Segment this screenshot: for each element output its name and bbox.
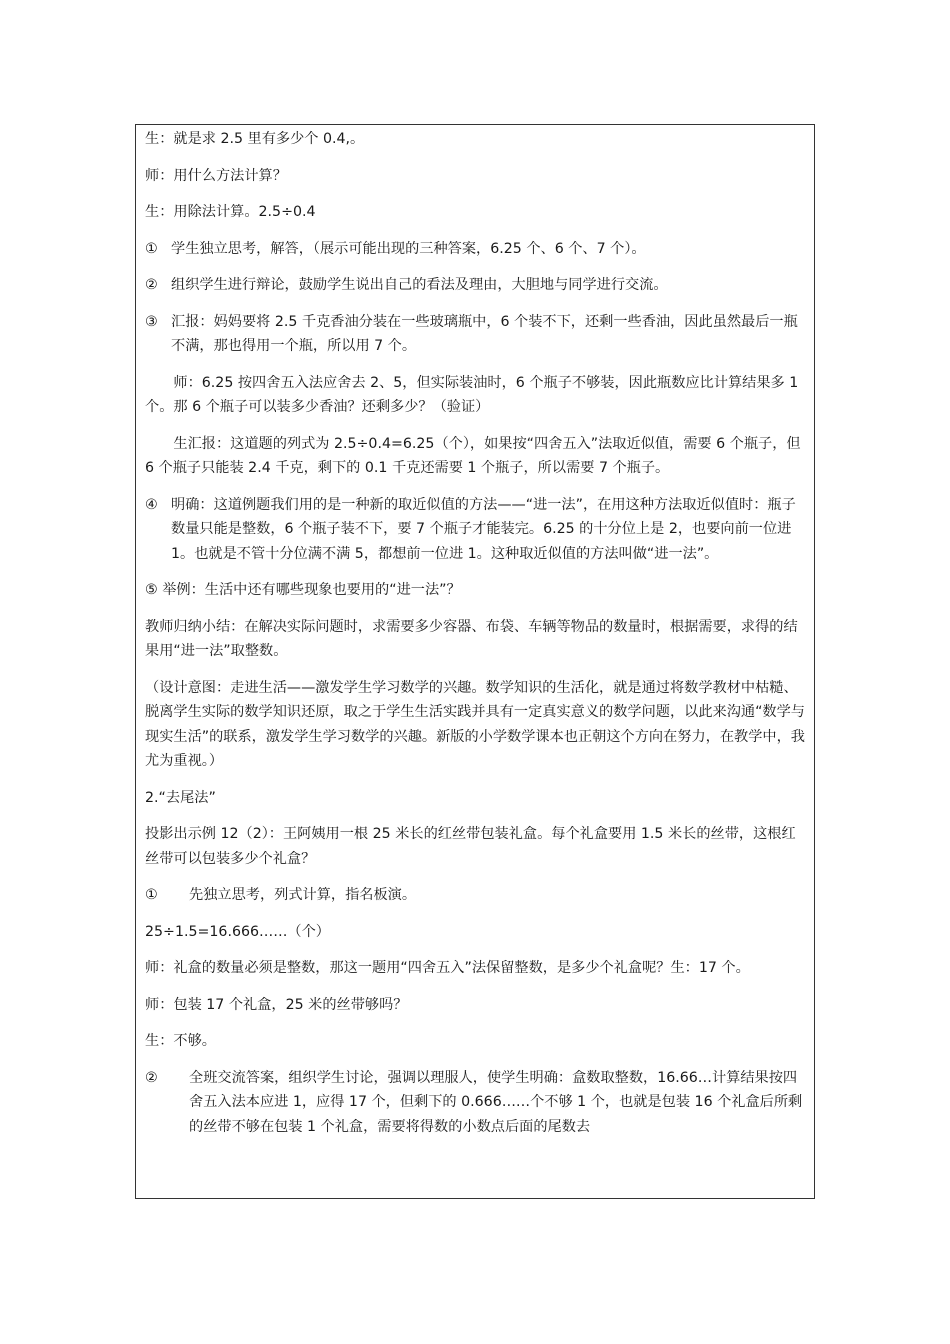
- paragraph: 2.“去尾法”: [145, 789, 216, 806]
- numbered-item: [145, 273, 805, 298]
- item-text: 全班交流答案，组织学生讨论，强调以理服人，使学生明确：盒数取整数，16.66…计算结果按四舍五入法本应进 1，应得 17 个，但剩下的 0.666……个不够 1 个，也就是包装 16 个礼盒后所剩的丝带不够在包装 1 个礼盒，需要将得数的小数点后面的尾数去: [189, 1069, 803, 1135]
- lesson-table-cell: [135, 124, 815, 1199]
- paragraph: ⑤ 举例：生活中还有哪些现象也要用的“进一法”？: [145, 582, 461, 598]
- numbered-item: [145, 883, 805, 908]
- paragraph: 师：用什么方法计算？: [145, 167, 287, 184]
- item-text: 汇报：妈妈要将 2.5 千克香油分装在一些玻璃瓶中，6 个装不下，还剩一些香油，因此虽然最后一瓶不满，那也得用一个瓶，所以用 7 个。: [171, 313, 798, 354]
- paragraph: 生：就是求 2.5 里有多少个 0.4,。: [145, 131, 365, 147]
- item-text: 先独立思考，列式计算，指名板演。: [189, 887, 417, 903]
- paragraph: 教师归纳小结：在解决实际问题时，求需要多少容器、布袋、车辆等物品的数量时，根据需要，求得的结果用“进一法”取整数。: [145, 618, 798, 659]
- numbered-item: [145, 237, 805, 262]
- item-marker: ④: [145, 496, 158, 513]
- item-marker: ①: [145, 240, 158, 257]
- numbered-item: [145, 310, 805, 359]
- item-text: 明确：这道例题我们用的是一种新的取近似值的方法——“进一法”，在用这种方法取近似值时：瓶子数量只能是整数，6 个瓶子装不下，要 7 个瓶子才能装完。6.25 的十分位上是 2，也要向前一位进 1。也就是不管十分位满不满 5，都想前一位进 1。这种取近似值的方法叫做“进一法”。: [171, 496, 796, 562]
- paragraph: 生：不够。: [145, 1033, 216, 1049]
- item-marker: ③: [145, 313, 158, 330]
- item-marker: ②: [145, 277, 158, 293]
- paragraph: 生汇报：这道题的列式为 2.5÷0.4=6.25（个），如果按“四舍五入”法取近似值，需要 6 个瓶子，但 6 个瓶子只能装 2.4 千克，剩下的 0.1 千克还需要 1 个瓶子，所以需要 7 个瓶子。: [145, 435, 801, 476]
- paragraph: 生：用除法计算。2.5÷0.4: [145, 204, 316, 220]
- paragraph: 师：包装 17 个礼盒，25 米的丝带够吗？: [145, 996, 408, 1013]
- paragraph: 师：礼盒的数量必须是整数，那这一题用“四舍五入”法保留整数，是多少个礼盒呢？生：17 个。: [145, 960, 750, 976]
- numbered-item: [145, 1066, 805, 1140]
- item-text: 组织学生进行辩论，鼓励学生说出自己的看法及理由，大胆地与同学进行交流。: [171, 277, 668, 293]
- paragraph: 投影出示例 12（2）：王阿姨用一根 25 米长的红丝带包装礼盒。每个礼盒要用 1.5 米长的丝带，这根红丝带可以包装多少个礼盒？: [145, 826, 796, 867]
- item-text: 学生独立思考，解答，（展示可能出现的三种答案，6.25 个、6 个、7 个）。: [171, 240, 646, 257]
- paragraph: （设计意图：走进生活——激发学生学习数学的兴趣。数学知识的生活化，就是通过将数学教材中枯糙、脱离学生实际的数学知识还原，取之于学生生活实践并具有一定真实意义的数学问题，以此来沟通“数学与现实生活”的联系，激发学生学习数学的兴趣。新版的小学数学课本也正朝这个方向在努力，在教学中，我尤为重视。）: [145, 679, 805, 769]
- numbered-item: [145, 493, 805, 567]
- paragraph: 25÷1.5=16.666……（个）: [145, 923, 330, 940]
- item-marker: ①: [145, 887, 158, 903]
- paragraph: 师：6.25 按四舍五入法应舍去 2、5，但实际装油时，6 个瓶子不够装，因此瓶数应比计算结果多 1 个。那 6 个瓶子可以装多少香油？还剩多少？（验证）: [145, 374, 799, 415]
- lesson-content: [136, 127, 814, 1139]
- item-marker: ②: [145, 1069, 158, 1086]
